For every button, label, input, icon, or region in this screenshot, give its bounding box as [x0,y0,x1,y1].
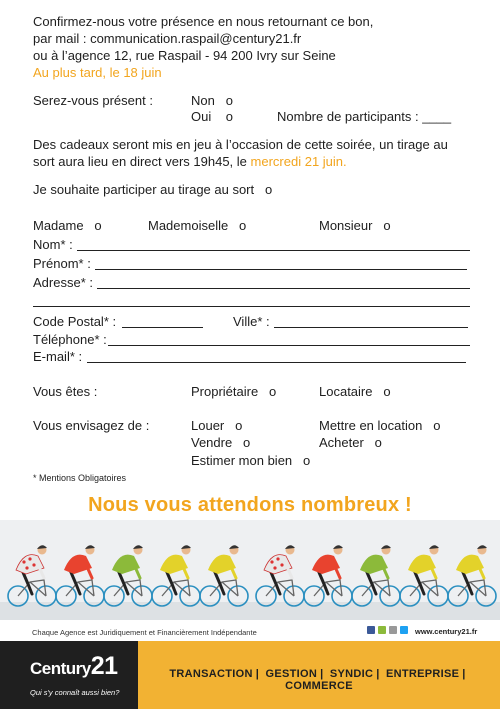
telephone-input-line[interactable] [108,345,470,346]
jersey-dot [273,566,276,569]
status-label: Vous êtes : [33,384,98,399]
checkbox-proprietaire[interactable]: o [269,384,277,399]
plans-label: Vous envisagez de : [33,418,150,433]
services-bar [138,641,500,709]
nom-label: Nom* : [33,237,73,252]
ville-label: Ville* : [233,314,270,329]
jersey-dot [280,563,283,566]
intro-line-3: ou à l’agence 12, rue Raspail - 94 200 Ivry sur Seine [33,48,336,63]
checkbox-draw[interactable]: o [264,182,273,197]
checkbox-mettre-en-location[interactable]: o [433,418,441,433]
intro-line-1: Confirmez-nous votre présence en nous retournant ce bon, [33,14,374,29]
social-icons [367,626,408,634]
service-entreprise: ENTREPRISE [385,668,460,680]
adresse-input-line-2[interactable] [33,306,470,307]
option-non[interactable]: Non o [191,93,233,108]
checkbox-oui[interactable]: o [225,109,233,124]
service-gestion: GESTION [265,668,318,680]
option-mademoiselle[interactable]: Mademoiselle o [148,218,247,233]
twitter-icon[interactable] [400,626,408,634]
checkbox-estimer[interactable]: o [303,453,311,468]
checkbox-vendre[interactable]: o [243,435,251,450]
jersey-dot [25,566,28,569]
checkbox-louer[interactable]: o [235,418,243,433]
cyclists-illustration [0,520,500,620]
option-oui[interactable]: Oui o [191,109,233,124]
telephone-label: Téléphone* : [33,332,107,347]
jersey-dot [276,557,279,560]
facebook-icon[interactable] [367,626,375,634]
code-postal-input-line[interactable] [122,327,203,328]
service-commerce: COMMERCE [285,680,353,692]
adresse-input-line[interactable] [97,288,470,289]
gifts-line-1: Des cadeaux seront mis en jeu à l’occasion de cette soirée, un tirage au [33,137,448,152]
apple-icon[interactable] [389,626,397,634]
prenom-label: Prénom* : [33,256,91,271]
option-monsieur[interactable]: Monsieur o [319,218,391,233]
website-link[interactable]: www.century21.fr [415,627,478,636]
nom-input-line[interactable] [77,250,470,251]
draw-date: mercredi 21 juin. [250,154,347,169]
service-transaction: TRANSACTION [169,668,253,680]
century21-logo: Century21 [30,652,118,680]
option-locataire[interactable]: Locataire o [319,384,391,399]
jersey-dot [32,563,35,566]
jersey-dot [28,557,31,560]
option-mettre-en-location[interactable]: Mettre en location o [319,418,441,433]
small-print: Chaque Agence est Juridiquement et Financièrement Indépendante [32,628,257,637]
checkbox-monsieur[interactable]: o [383,218,391,233]
services-list: TRANSACTION | GESTION | SYNDIC | ENTREPRISE | COMMERCE [169,668,466,692]
checkbox-locataire[interactable]: o [383,384,391,399]
draw-option[interactable]: Je souhaite participer au tirage au sort o [33,182,273,197]
brand-block [0,641,138,709]
email-input-line[interactable] [87,362,466,363]
deadline-text: Au plus tard, le 18 juin [33,65,162,80]
option-acheter[interactable]: Acheter o [319,435,382,450]
option-estimer[interactable]: Estimer mon bien o [191,453,311,468]
headline: Nous vous attendons nombreux ! [88,494,412,516]
presence-label: Serez-vous présent : [33,93,153,108]
option-vendre[interactable]: Vendre o [191,435,251,450]
checkbox-acheter[interactable]: o [374,435,382,450]
jersey-dot [270,560,273,563]
option-proprietaire[interactable]: Propriétaire o [191,384,277,399]
jersey-dot [22,560,25,563]
intro-line-2: par mail : communication.raspail@century21.fr [33,31,302,46]
ville-input-line[interactable] [274,327,468,328]
android-icon[interactable] [378,626,386,634]
checkbox-non[interactable]: o [225,93,233,108]
mandatory-note: * Mentions Obligatoires [33,473,127,483]
adresse-label: Adresse* : [33,275,93,290]
option-madame[interactable]: Madame o [33,218,102,233]
participants-field[interactable]: Nombre de participants : ____ [277,109,452,124]
road [0,602,500,620]
checkbox-madame[interactable]: o [94,218,102,233]
checkbox-mademoiselle[interactable]: o [239,218,247,233]
email-label: E-mail* : [33,349,83,364]
code-postal-label: Code Postal* : [33,314,117,329]
service-syndic: SYNDIC [329,668,374,680]
brand-tagline: Qui s'y connaît aussi bien? [30,688,120,697]
prenom-input-line[interactable] [95,269,467,270]
gifts-line-2: sort aura lieu en direct vers 19h45, le mercredi 21 juin. [33,154,347,169]
option-louer[interactable]: Louer o [191,418,243,433]
